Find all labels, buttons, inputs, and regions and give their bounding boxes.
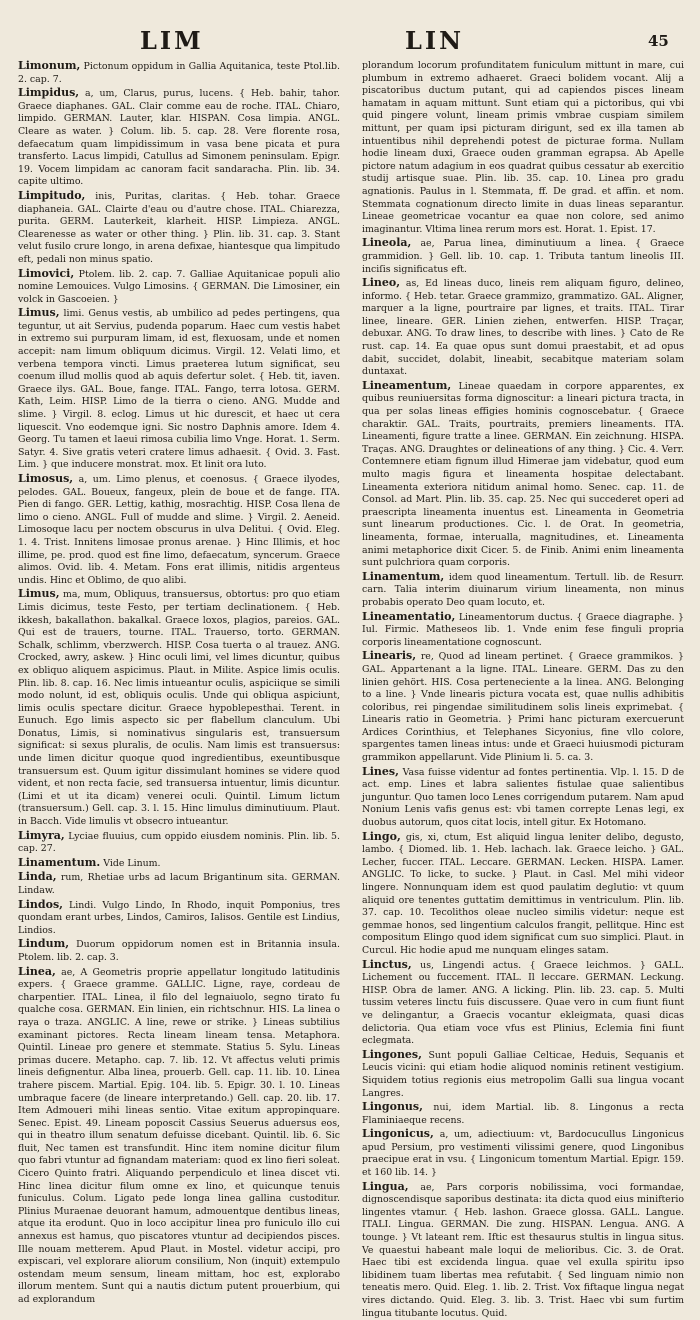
dictionary-entry	[18, 899, 340, 938]
entry-text: ae, Pars corporis nobilissima, voci formandae, dignoscendisque saporibus destinata: ita dicta quod eius minifterio lingentes vtamur. { Heb. lashon. Graece glossa. GALL. Langue. ITALI. Lingua. GERMAN. Die zung. HISPAN. Lengua. ANG. A tounge. } Vt lateant rem. Iftic est thesaurus stultis in lingua situs. Ve quaestui habeant male loqui de melioribus. Cic. 3. de Orat. Haec tibi est excidenda lingua. quae vel exulla spiritu ipso libidinem tuam libertas mea refutabit. { Sed linguam nimio non teneatis mero. Quid. Eleg. 1. lib. 2. Trist. Vox fiftaque lingua negat vires dictando. Quid. Eleg. 3. lib. 3. Trist. Haec vbi sum furtim lingua titubante locutus. Quid.	[362, 1181, 684, 1319]
header-right-word: LIN	[405, 26, 465, 55]
dictionary-entry	[18, 938, 340, 964]
entry-text: gis, xi, ctum, Est aliquid lingua leniter delibo, degusto, lambo. { Diomed. lib. 1. Heb. lachach. lak. Graece leicho. } GAL. Lecher, fuccer. ITAL. Leccare. GERMAN. Lecken. HISPA. Lamer. ANGLIC. To licke, to sucke. } Plaut. in Casl. Mel mihi videor lingere. Nonnunquam idem est quod paulatim deglutio: vt quum aliquid ore tenentes guttatim demittimus in ventriculum. Plin. lib. 37. cap. 10. Tecolithos oleae nucleo similis videtur: neque est gemmae honos, sed lingentium calculos frangit, pellitque. Hinc est compositum Elingo quod idem significat cum suo simplici. Plaut. in Curcul. Hic hodie apud me nunquam elinges satam.	[362, 831, 685, 956]
dictionary-entry	[362, 1181, 684, 1320]
dictionary-entry	[18, 857, 340, 871]
dictionary-entry	[362, 766, 684, 830]
dictionary-entry	[18, 307, 340, 472]
dictionary-entry	[18, 87, 340, 189]
entry-text: limi. Genus vestis, ab umbilico ad pedes pertingens, qua teguntur, ut ait Servius, pudenda poparum. Haec cum vestis habet in extremo sui purpuram limam, id est, flexuosam, unde et nomen accepit: nam limum obliquum dicimus. Virgil. 12. Velati limo, et verbena tempora vincti. Limus praeterea lutum significat, seu coenum illud mollis quod ab aquis defertur solet. { Heb. tit, iaven. Graece ilys. GAL. Boue, fange. ITAL. Fango, terra lotosa. GERM. Kath, Leim. HISP. Limo de la tierra o cieno. ANG. Mudde and slime. } Virgil. 8. eclog. Limus ut hic durescit, et haec ut cera liquescit. Vno eodemque igni. Sic nostro Daphnis amore. Idem 4. Georg. Tu tamen et laeui rimosa cubilia limo Vnge. Horat. 1. Serm. Satyr. 4. Sive gratis veteri cratere limus adhaesit. { Ovid. 3. Fast. Lim. } que inducere monstrat. mox. Et linit ora luto.	[18, 308, 341, 471]
entry-headword: Limus,	[18, 587, 60, 601]
dictionary-entry	[362, 237, 684, 276]
dictionary-entry	[18, 60, 340, 86]
entry-text: a, um, adiectiuum: vt, Bardocucullus Lingonicus apud Persium, pro vestimenti vilissimi genere, quod Lingonibus praecipue erat in vsu. { Lingonicum tomentum Martial. Epigr. 159. et 160 lib. 14. }	[362, 1129, 684, 1179]
dictionary-entry	[362, 1128, 684, 1179]
entry-headword: Lineo,	[362, 276, 401, 290]
entry-text: Vasa fuisse videntur ad fontes pertinentia. Vlp. l. 15. D de act. emp. Lines et labra salientes fistulae quae salientibus junguntur. Quo tamen loco Lenes corrigendum putarem. Nam apud Nonium Lenis vafis genus est: vbi tamen correpte Lenas legi, ex duobus autorum, quos citat locis, intell gitur. Ex Hotomano.	[362, 766, 684, 829]
entry-headword: Linda,	[18, 870, 57, 884]
page-number: 45	[648, 32, 669, 50]
entry-headword: Lingonus,	[362, 1100, 423, 1114]
entry-headword: Linctus,	[362, 957, 412, 971]
entry-headword: Lineola,	[362, 236, 412, 250]
entry-text: rum, Rhetiae urbs ad lacum Brigantinum sita. GERMAN. Lindaw.	[18, 872, 340, 896]
entry-text: Lineamentorum ductus. { Graece diagraphe. } Iul. Firmic. Matheseos lib. 1. Vnde enim fese finguli propria corporis lineamentatione cognoscunt.	[362, 611, 685, 648]
entry-headword: Lingones,	[362, 1047, 422, 1061]
text-columns	[18, 59, 685, 1319]
entry-text: Duorum oppidorum nomen est in Britannia insula. Ptolem. lib. 2. cap. 3.	[18, 939, 341, 963]
entry-headword: Limonum,	[18, 59, 81, 72]
entry-text: Lyciae fluuius, cum oppido eiusdem nominis. Plin. lib. 5. cap. 27.	[18, 830, 341, 855]
dictionary-entry	[18, 871, 340, 897]
entry-headword: Linamentum,	[362, 569, 445, 583]
entry-text: a, um, Clarus, purus, lucens. { Heb. bahir, tahor. Graece diaphanes. GAL. Clair comme eau de roche. ITAL. Chiaro, limpido. GERMAN. Lauter, klar. HISPAN. Cosa limpia. ANGL. Cleare as water. } Colum. lib. 5. cap. 28. Vere florente rosa, defaecatum quam limpidissimum in vasa bene picata et pura transferto. Lacus limpidi, Catullus ad Simonem peninsulam. Epigr. 19. Vocem limpidam ac canoram facit sandaracha. Plin. lib. 34. capite ultimo.	[18, 88, 340, 188]
entry-headword: Limovici,	[18, 266, 75, 280]
dictionary-entry	[362, 611, 684, 650]
dictionary-entry	[18, 268, 340, 307]
entry-headword: Limpitudo,	[18, 188, 86, 202]
entry-headword: Limpidus,	[18, 86, 80, 100]
dictionary-entry	[362, 1101, 684, 1127]
entry-headword: Lindos,	[18, 897, 63, 911]
dictionary-entry	[18, 588, 340, 828]
entry-headword: Lineamentatio,	[362, 609, 456, 623]
entry-text: ma, mum, Obliquus, transuersus, obtortus: pro quo etiam Limis dicimus, teste Festo, per tertiam declinationem. { Heb. ikkesh, bakallathon. bakalkal. Graece loxos, plagios, pareios. GAL. Qui est de trauers, tourne. ITAL. Trauerso, torto. GERMAN. Schalk, schlimm, vberzwerch. HISP. Cosa tuerta o al trauez. ANG. Crocked, awry, askew. } Hinc oculi limi, vel limes dicuntur, quibus ex obliquo aliquem aspicimus. Plaut. in Milite. Aspice limis oculis. Plin. lib. 8. cap. 16. Nec limis intueantur oculis, aspiciique se simili modo nolunt, id est, obliquis oculis. Unde qui obliqua aspiciunt, limis oculis spectare dicitur. Graece hypoblepesthai. Terent. in Eunuch. Ego limis aspecto sic per flabellum clanculum. Ubi Donatus, Limis, si nominativus singularis est, transuersum significat: si sexus pluralis, de oculis. Nam limis est transuersus: unde limen dicitur quoque quod ingredientibus, exeuntibusque transuersum est. Quum igitur dissimulant homines se videre quod vident, et non recta facie, sed transuersa intuentur, limis dicuntur. (Limi et ut ita dicam) venerei oculi. Quintil. Limum lictum (transuersum.) Gell. cap. 3. l. 15. Hinc limulus diminutiuum. Plaut. in Bacch. Vide limulis vt obsecro intueantur.	[18, 589, 341, 828]
entry-text: a, um. Limo plenus, et coenosus. { Graece ilyodes, pelodes. GAL. Boueux, fangeux, plein de boue et de fange. ITA. Pien di fango. GER. Lettig, kathig, mosrachtig. HISP. Cosa llena de limo o cieno. ANGL. Full of mudde and slime. } Virgil. 2. Aeneid. Limosoque lacu per noctem obscurus in ulva Delitui. { Ovid. Eleg. 1. 4. Trist. Innitens limosae pronus arenae. } Hinc Illimis, et hoc illime, pe. prod. quod est fine limo, defaecatum, syncerum. Graece alimos. Ovid. lib. 4. Metam. Fons erat illimis, nitidis argenteus undis. Hinc et Oblimo, de quo alibi.	[18, 474, 340, 586]
entry-text: Pictonum oppidum in Gallia Aquitanica, teste Ptol.lib. 2. cap. 7.	[18, 61, 340, 85]
entry-text: Ptolem. lib. 2. cap. 7. Galliae Aquitanicae populi alio nomine Lemouices. Vulgo Limosins. { GERMAN. Die Limosiner, ein volck in Gascoeien. }	[18, 268, 340, 305]
entry-headword: Lineamentum,	[362, 378, 452, 392]
entry-text: Vide Linum.	[103, 857, 161, 869]
entry-text: as, Ed lineas duco, lineis rem aliquam figuro, delineo, informo. { Heb. tetar. Graece grammizo, grammatizo. GAL. Aligner, marquer a la ligne, pourtraire par lignes, et traits. ITAL. Tirar linee, lineare. GER. Linien ziehen, entwerfen. HISP. Traçar, debuxar. ANG. To draw lines, to describe with lines. } Cato de Re rust. cap. 14. Ea quae opus sunt domui praestabit, et ad opus dabit, succidet, dolabit, lineabit, secabitque materiam solam duntaxat.	[362, 278, 684, 378]
dictionary-entry	[362, 650, 684, 764]
entry-headword: Linea,	[18, 964, 56, 978]
dictionary-entry	[362, 277, 684, 379]
right-column	[362, 60, 685, 1319]
entry-text: Lineae quaedam in corpore apparentes, ex quibus reuniuersitas forma dignoscitur: a lineari pictura tracta, in qua per solas lineas effigies hominis cognoscebatur. { Graece charaktir. GAL. Traits, pourtraits, premiers lineaments. ITA. Lineamenti, figure tratte a linee. GERMAN. Ein zeichnung. HISPA. Traças. ANG. Draughtes or delineations of any thing. } Cic. 4. Verr. Contemnere etiam fignum illud Himerae jam videbatur, quod eum multo magis figura et lineamenta hospitae delectabant. Lineamenta exteriora nitidum animal homo. Senec. cap. 11. de Consol. ad Mart. Plin. lib. 35. cap. 25. Nec qui succederet operi ad praescripta lineamenta inuentus est. Lineamenta in Geometria sunt linearum productiones. Cic. l. de Orat. In geometria, lineamenta, formae, interualla, magnitudines, et. Lineamenta animi metaphorice dixit Cicer. 5. de Finib. Animi enim lineamenta sunt pulchriora quam corporis.	[362, 380, 684, 569]
entry-headword: Limus,	[18, 306, 60, 320]
entry-text: re, Quod ad lineam pertinet. { Graece grammikos. } GAL. Appartenant a la ligne. ITAL. Lineare. GERM. Das zu den linien gehört. HIS. Cosa perteneciente a la linea. ANG. Belonging to a line. } Vnde linearis pictura vocata est, quae nullis adhibitis coloribus, rei pingendae similitudinem solis lineis exprimebat. { Linearis ratio in Geometria. } Primi hanc picturam exercuerunt Ardices Corinthius, et Telephanes Sicyonius, fine vllo colore, spargentes tamen lineas intus: unde et Graeci huiusmodi picturam grammikon appellarunt. Vide Plinium li. 5. ca. 3.	[362, 651, 684, 764]
dictionary-entry	[362, 959, 684, 1048]
dictionary-entry	[362, 380, 684, 570]
dictionary-entry	[18, 190, 340, 267]
entry-headword: Lingonicus,	[362, 1127, 434, 1141]
entry-headword: Linamentum.	[18, 855, 101, 869]
entry-text: Sunt populi Galliae Celticae, Heduis, Sequanis et Leucis vicini: qui etiam hodie aliquod nominis retinent vestigium. Siquidem totius regionis eius metropolim Galli sua lingua vocant Langres.	[362, 1049, 684, 1099]
dictionary-entry	[362, 831, 684, 958]
dictionary-entry	[362, 571, 684, 610]
entry-headword: Limyra,	[18, 828, 65, 842]
entry-headword: Lindum,	[18, 937, 70, 951]
entry-text: nui, idem Martial. lib. 8. Lingonus a recta Flaminiaeque recens.	[362, 1102, 684, 1126]
entry-text: ae, A Geometris proprie appellatur longitudo latitudinis expers. { Graece gramme. GALLIC. Ligne, raye, cordeau de charpentier. ITAL. Linea, il filo del legnaiuolo, segno tirato fu qualche cosa. GERMAN. Ein linien, ein richtschnur. HIS. La linea o raya o traza. ANGLIC. A line, rewe or strike. } Lineas subtilius examinant pictores. Recta lineam lineam tensa. Metaphora. Quintil. Lineae pro genere et stemmate. Statius 5. Sylu. Lineas primas ducere. Metapho. cap. 7. lib. 12. Vt affectus veluti primis lineis defignentur. Alba linea, prouerb. Gell. cap. 11. lib. 10. Linea trahere piscem. Martial. Epig. 104. lib. 5. Epigr. 30. l. 10. Lineas umbraque facere (de lineare interpretando.) Gell. cap. 20. lib. 17. Item Admoueri mihi lineas sentio. Vitae exitum appropinquare. Senec. Epist. 49. Lineam poposcit Cassius Seuerus aduersus eos, qui in theatro illum senatum defuisse dicebant. Quintil. lib. 6. Sic fluit, Nec tamen est transfundit. Hinc item nomine dicitur filum quo fabri vtuntur ad fignandam materiam: quod ex lino fieri soleat. Cicero Quinto fratri. Aliquando perpendiculo et linea discet vti. Hinc linea dicitur filum omne ex lino, et quicunque tenuis funiculus. Colum. Ligato pede longa linea gallina custoditur. Plinius Muraenae deuorant hamum, admouentque dentibus lineas, atque ita erodunt. Quo in loco accipitur linea pro funiculo illo cui annexus est hamus, quo piscatores vtuntur ad decipiendos pisces. Ille nouam metterem. Apud Plaut. in Mostel. videtur accipi, pro expiscari, vel explorare aliorum consilium, Non (inquit) extempulo ostendam meum sensum, lineam mittam, hoc est, explorabo illorum mentem. Sunt qui a nautis dictum putent prouerbium, qui ad explorandum	[18, 966, 340, 1305]
entry-text: inis, Puritas, claritas. { Heb. tohar. Graece diaphaneia. GAL. Clairte d'eau ou d'autre chose. ITAL. Chiarezza, purita. GERM. Lauterkeit, klarheit. HISP. Limpieza. ANGL. Clearenesse as water or other thing. } Plin. lib. 31. cap. 3. Stant velut fusilo crure longo, in arena defixae, hiantesque qua limpitudo eft, pedali non minus spatio.	[18, 190, 340, 265]
entry-headword: Lines,	[362, 764, 399, 778]
entry-text: plorandum locorum profunditatem funiculum mittunt in mare, cui plumbum in extremo adhaeret. Graeci bolidem vocant. Alij a piscatoribus ductum putant, qui ad capiendos pisces lineam hamatam in aquam mittunt. Sunt etiam qui a pictoribus, qui vbi quid pingere volunt, lineam primis vmbrae cuspiam similem mittunt, per quam ipsi picturam dirigunt, sed ex illa tamen ab intuentibus nihil deprehendi potest de picturae forma. Nullam hodie lineam duxi, Graece ouden gramman egrapsa. Ab Apelle pictore natum adagium in eos quadrat quibus cessatur ab exercitio studij artisque suae. Plin. lib. 35. cap. 10. Linea pro gradu agnationis. Paulus in l. Stemmata, ff. De grad. et affin. et nom. Stemmata cognationum directo limite in duas lineas separantur. Lineae geometricae vocantur ea quae non colore, sed animo imaginantur. Vltima linea rerum mors est. Horat. 1. Epist. 17.	[362, 60, 684, 235]
entry-text: us, Lingendi actus. { Graece leichmos. } GALL. Lichement ou fuccement. ITAL. Il leccare. GERMAN. Leckung. HISP. Obra de lamer. ANG. A licking. Plin. lib. 23. cap. 5. Multi tussim veteres linctu fuis discussere. Quae vero in cum fiunt fiunt ve delingantur, a Graecis vocantur ekleigmata, quasi dicas delictoria. Qua etiam voce vfus est Plinius, Eclemia fini fiunt eclegmata.	[362, 959, 684, 1047]
dictionary-entry	[18, 473, 340, 587]
entry-headword: Lingua,	[362, 1179, 409, 1193]
left-column	[18, 59, 341, 1305]
entry-text: ae, Parua linea, diminutiuum a linea. { Graece grammidion. } Gell. lib. 10. cap. 1. Tributa tantum lineolis III. inciſis significatus eft.	[362, 238, 684, 275]
dictionary-entry	[362, 60, 684, 236]
dictionary-entry	[18, 830, 340, 856]
entry-headword: Limosus,	[18, 472, 74, 485]
running-header	[0, 26, 700, 56]
entry-text: Lindi. Vulgo Lindo, In Rhodo, inquit Pomponius, tres quondam erant urbes, Lindos, Camiros, Ialisos. Gentile est Lindius, Lindios.	[18, 899, 341, 936]
dictionary-entry	[362, 1049, 684, 1100]
dictionary-entry	[18, 966, 340, 1307]
entry-headword: Linearis,	[362, 649, 417, 663]
entry-text: idem quod lineamentum. Tertull. lib. de Resurr. carn. Talia interim diuinarum virium lineamenta, non minus probabis operato Deo quam locuto, et.	[362, 571, 684, 608]
header-left-word: LIM	[140, 26, 204, 55]
entry-headword: Lingo,	[362, 829, 401, 843]
